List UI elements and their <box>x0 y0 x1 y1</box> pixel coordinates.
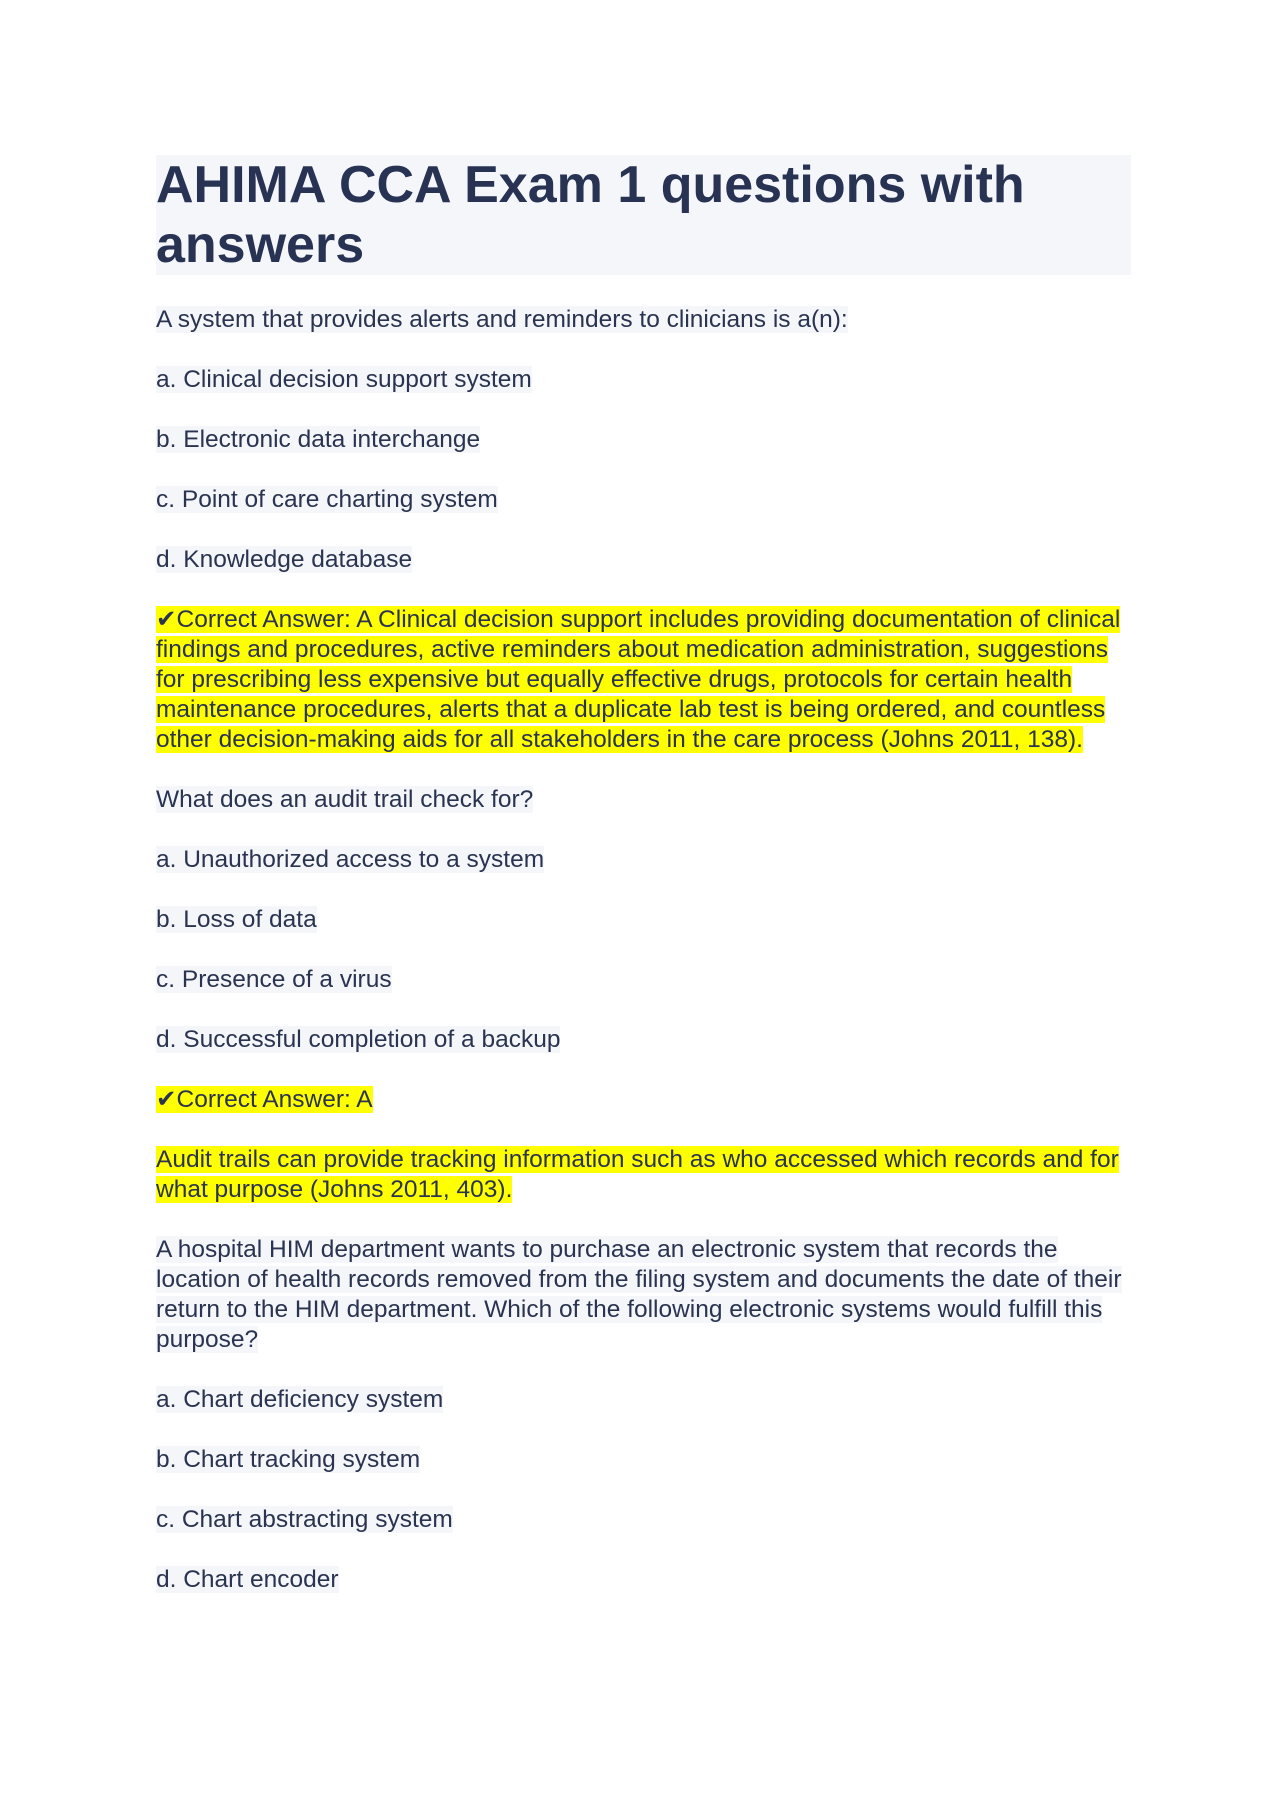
question-prompt: What does an audit trail check for? <box>156 786 534 813</box>
question-prompt: A system that provides alerts and reminders to clinicians is a(n): <box>156 306 848 333</box>
option-c: c. Chart abstracting system <box>156 1506 453 1533</box>
correct-answer: ✔Correct Answer: A <box>156 1086 373 1113</box>
option-d: d. Chart encoder <box>156 1566 339 1593</box>
document-page <box>156 155 1131 1625</box>
option-d: d. Successful completion of a backup <box>156 1026 561 1053</box>
option-c: c. Presence of a virus <box>156 966 392 993</box>
option-a: a. Clinical decision support system <box>156 366 532 393</box>
option-b: b. Electronic data interchange <box>156 426 481 453</box>
option-b: b. Chart tracking system <box>156 1446 421 1473</box>
option-d: d. Knowledge database <box>156 546 413 573</box>
document-title: AHIMA CCA Exam 1 questions with answers <box>156 155 1131 275</box>
answer-explanation: Audit trails can provide tracking information such as who accessed which records and for what purpose (Johns 2011, 403). <box>156 1146 1119 1203</box>
correct-answer: ✔Correct Answer: A Clinical decision support includes providing documentation of clinical findings and procedures, active reminders about medication administration, suggestions for prescribing less expensive but equally effective drugs, protocols for certain health maintenance procedures, alerts that a duplicate lab test is being ordered, and countless other decision-making aids for all stakeholders in the care process (Johns 2011, 138). <box>156 606 1121 753</box>
question-prompt: A hospital HIM department wants to purchase an electronic system that records the location of health records removed from the filing system and documents the date of their return to the HIM department. Which of the following electronic systems would fulfill this purpose? <box>156 1236 1122 1353</box>
option-b: b. Loss of data <box>156 906 317 933</box>
question-2 <box>156 785 1131 1205</box>
option-a: a. Chart deficiency system <box>156 1386 444 1413</box>
option-c: c. Point of care charting system <box>156 486 498 513</box>
question-1 <box>156 305 1131 755</box>
question-3 <box>156 1235 1131 1595</box>
option-a: a. Unauthorized access to a system <box>156 846 545 873</box>
